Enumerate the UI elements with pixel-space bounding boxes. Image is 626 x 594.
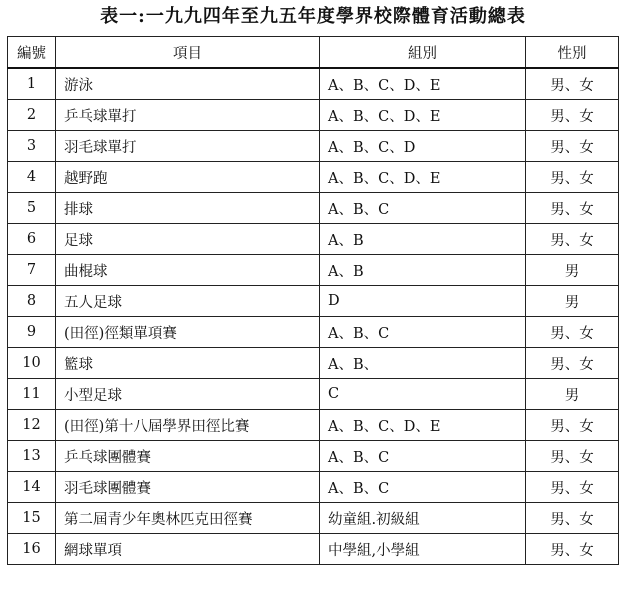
row-group: A、B [320, 224, 526, 255]
row-item: (田徑)第十八屆學界田徑比賽 [56, 410, 320, 441]
row-item: 游泳 [56, 68, 320, 100]
row-sex: 男、女 [526, 441, 619, 472]
row-number: 4 [8, 162, 56, 193]
row-group: A、B、C [320, 441, 526, 472]
table-title: 表一:一九九四年至九五年度學界校際體育活動總表 [100, 6, 526, 27]
row-group: A、B、C [320, 193, 526, 224]
row-item: 羽毛球團體賽 [56, 472, 320, 503]
row-sex: 男、女 [526, 534, 619, 565]
header-number: 編號 [8, 37, 56, 69]
row-number: 16 [8, 534, 56, 565]
activities-table [7, 36, 619, 565]
table-header-row [8, 37, 619, 69]
row-number: 10 [8, 348, 56, 379]
row-number: 2 [8, 100, 56, 131]
row-item: 第二屆青少年奧林匹克田徑賽 [56, 503, 320, 534]
row-group: A、B、C、D、E [320, 410, 526, 441]
table-row [8, 286, 619, 317]
row-number: 6 [8, 224, 56, 255]
table-row [8, 224, 619, 255]
row-group: A、B、C [320, 472, 526, 503]
row-sex: 男 [526, 379, 619, 410]
table-row [8, 255, 619, 286]
table-row [8, 193, 619, 224]
row-item: 羽毛球單打 [56, 131, 320, 162]
row-item: 小型足球 [56, 379, 320, 410]
row-group: A、B、 [320, 348, 526, 379]
row-number: 1 [8, 68, 56, 100]
row-item: 網球單項 [56, 534, 320, 565]
row-group: D [320, 286, 526, 317]
table-row [8, 534, 619, 565]
row-item: 乒乓球單打 [56, 100, 320, 131]
row-sex: 男、女 [526, 68, 619, 100]
row-sex: 男、女 [526, 100, 619, 131]
row-sex: 男、女 [526, 131, 619, 162]
row-number: 5 [8, 193, 56, 224]
row-number: 3 [8, 131, 56, 162]
header-sex: 性別 [526, 37, 619, 69]
row-group: A、B [320, 255, 526, 286]
row-number: 9 [8, 317, 56, 348]
row-group: C [320, 379, 526, 410]
row-item: 乒乓球團體賽 [56, 441, 320, 472]
row-number: 13 [8, 441, 56, 472]
header-group: 組別 [320, 37, 526, 69]
row-item: 曲棍球 [56, 255, 320, 286]
row-item: 籃球 [56, 348, 320, 379]
row-item: (田徑)徑類單項賽 [56, 317, 320, 348]
header-item: 項目 [56, 37, 320, 69]
row-sex: 男、女 [526, 472, 619, 503]
table-row [8, 503, 619, 534]
row-number: 15 [8, 503, 56, 534]
row-sex: 男、女 [526, 503, 619, 534]
row-group: A、B、C、D、E [320, 162, 526, 193]
row-number: 14 [8, 472, 56, 503]
row-sex: 男、女 [526, 224, 619, 255]
row-sex: 男、女 [526, 317, 619, 348]
row-sex: 男、女 [526, 162, 619, 193]
table-row [8, 348, 619, 379]
row-sex: 男、女 [526, 348, 619, 379]
table-row [8, 317, 619, 348]
row-group: A、B、C、D、E [320, 100, 526, 131]
row-group: 幼童組.初級組 [320, 503, 526, 534]
row-number: 8 [8, 286, 56, 317]
row-sex: 男、女 [526, 193, 619, 224]
table-row [8, 410, 619, 441]
row-group: A、B、C [320, 317, 526, 348]
row-item: 排球 [56, 193, 320, 224]
row-group: A、B、C、D、E [320, 68, 526, 100]
table-row [8, 162, 619, 193]
table-row [8, 472, 619, 503]
row-item: 足球 [56, 224, 320, 255]
row-number: 11 [8, 379, 56, 410]
row-group: A、B、C、D [320, 131, 526, 162]
row-item: 越野跑 [56, 162, 320, 193]
row-number: 7 [8, 255, 56, 286]
table-row [8, 379, 619, 410]
table-row [8, 441, 619, 472]
table-row [8, 131, 619, 162]
row-sex: 男 [526, 255, 619, 286]
row-number: 12 [8, 410, 56, 441]
table-row [8, 100, 619, 131]
row-item: 五人足球 [56, 286, 320, 317]
row-sex: 男 [526, 286, 619, 317]
row-sex: 男、女 [526, 410, 619, 441]
row-group: 中學組,小學組 [320, 534, 526, 565]
table-row [8, 68, 619, 100]
